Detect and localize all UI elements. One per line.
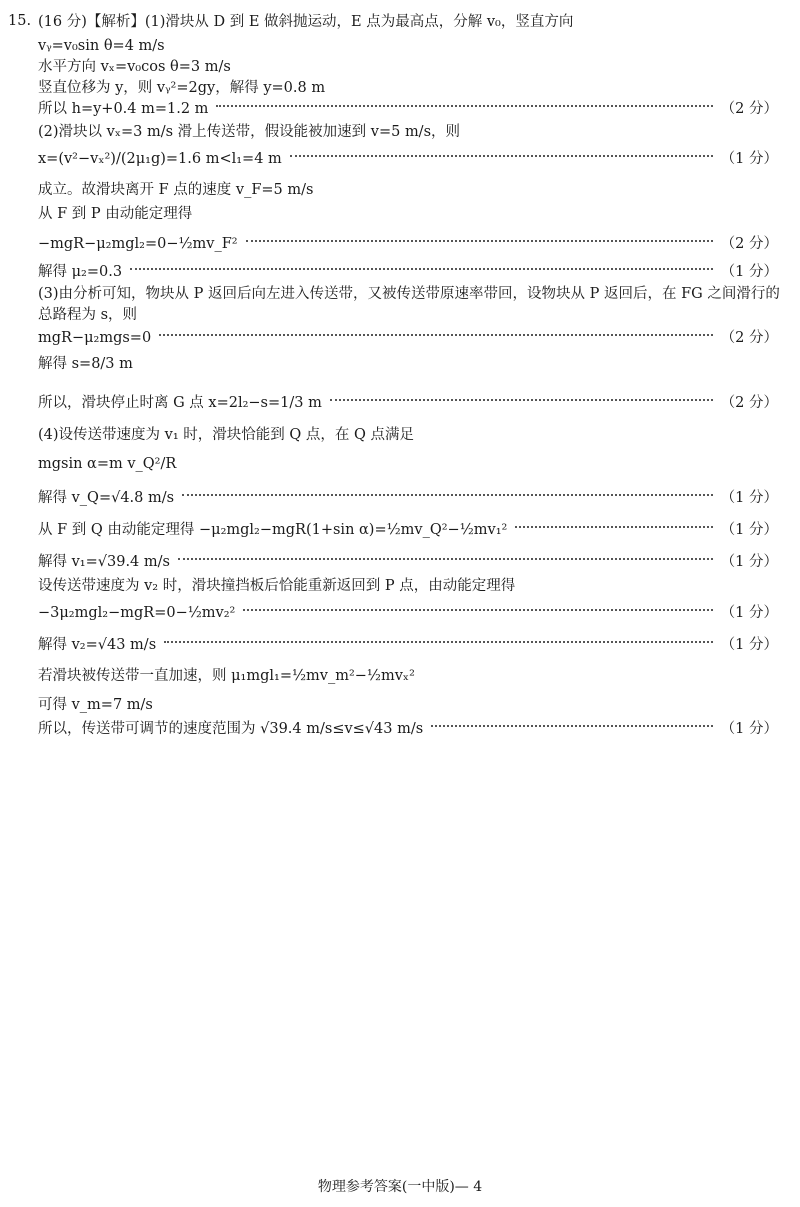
solution-line: [38, 426, 778, 444]
score-label: （1 分）: [720, 605, 778, 621]
line-text: −3μ₂mgl₂−mgR=0−½mv₂²: [38, 605, 236, 621]
line-text: 解得 v₂=√43 m/s: [38, 637, 157, 653]
line-text: x=(v²−vₓ²)/(2μ₁g)=1.6 m<l₁=4 m: [38, 151, 282, 167]
solution-line: [38, 181, 778, 199]
line-text: 若滑块被传送带一直加速，则 μ₁mgl₁=½mv_m²−½mvₓ²: [38, 668, 415, 684]
dot-leader: [178, 558, 713, 560]
dot-leader: [182, 494, 713, 496]
line-text: 所以，传送带可调节的速度范围为 √39.4 m/s≤v≤√43 m/s: [38, 721, 424, 737]
score-label: （1 分）: [720, 721, 778, 737]
line-text: 设传送带速度为 v₂ 时，滑块撞挡板后恰能重新返回到 P 点，由动能定理得: [38, 578, 516, 594]
line-text: 解得 μ₂=0.3: [38, 264, 123, 280]
dot-leader: [159, 334, 712, 336]
line-text: 所以 h=y+0.4 m=1.2 m: [38, 101, 209, 117]
line-text: 解得 v₁=√39.4 m/s: [38, 554, 170, 570]
dot-leader: [216, 105, 712, 107]
line-text: mgsin α=m v_Q²/R: [38, 456, 177, 472]
solution-line: [38, 58, 778, 76]
solution-line: [38, 150, 778, 168]
page-footer: 物理参考答案(一中版)— 4: [317, 1179, 483, 1195]
dot-leader: [431, 725, 712, 727]
solution-line: [38, 306, 778, 324]
dot-leader: [330, 399, 713, 401]
solution-line: [38, 37, 778, 55]
dot-leader: [164, 641, 713, 643]
line-text: 水平方向 vₓ=v₀cos θ=3 m/s: [38, 59, 231, 75]
score-label: （1 分）: [720, 522, 778, 538]
score-label: （2 分）: [720, 395, 778, 411]
line-text: mgR−μ₂mgs=0: [38, 330, 152, 346]
solution-line: [38, 667, 778, 685]
solution-line: [38, 329, 778, 347]
solution-line: [38, 79, 778, 97]
dot-leader: [243, 609, 712, 611]
solution-line: [38, 636, 778, 654]
line-text: (3)由分析可知，物块从 P 返回后向左进入传送带，又被传送带原速率带回，设物块从 P 返回后，在 FG 之间滑行的: [38, 286, 780, 302]
solution-line: [38, 355, 778, 373]
line-text: 总路程为 s，则: [38, 307, 138, 323]
solution-line: [38, 604, 778, 622]
score-label: （2 分）: [720, 236, 778, 252]
line-text: 解得 s=8/3 m: [38, 356, 133, 372]
dot-leader: [130, 268, 713, 270]
solution-line: [38, 577, 778, 595]
solution-line: [38, 123, 778, 141]
score-label: （1 分）: [720, 554, 778, 570]
solution-line: [38, 13, 778, 31]
line-text: vᵧ=v₀sin θ=4 m/s: [38, 38, 165, 54]
line-text: 从 F 到 P 由动能定理得: [38, 206, 193, 222]
dot-leader: [515, 526, 712, 528]
line-text: 所以，滑块停止时离 G 点 x=2l₂−s=1/3 m: [38, 395, 322, 411]
line-text: (4)设传送带速度为 v₁ 时，滑块恰能到 Q 点，在 Q 点满足: [38, 427, 414, 443]
dot-leader: [246, 240, 713, 242]
solution-line: [38, 455, 778, 473]
line-text: 从 F 到 Q 由动能定理得 −μ₂mgl₂−mgR(1+sin α)=½mv_Q²−½mv₁²: [38, 522, 508, 538]
score-label: （1 分）: [720, 490, 778, 506]
score-label: （2 分）: [720, 101, 778, 117]
solution-line: [38, 521, 778, 539]
line-text: −mgR−μ₂mgl₂=0−½mv_F²: [38, 236, 238, 252]
score-label: （2 分）: [720, 330, 778, 346]
question-number: 15.: [8, 13, 32, 29]
line-text: (16 分)【解析】(1)滑块从 D 到 E 做斜抛运动，E 点为最高点，分解 v₀，竖直方向: [38, 14, 574, 30]
score-label: （1 分）: [720, 264, 778, 280]
solution-line: [38, 263, 778, 281]
dot-leader: [290, 155, 713, 157]
score-label: （1 分）: [720, 637, 778, 653]
line-text: 解得 v_Q=√4.8 m/s: [38, 490, 175, 506]
solution-line: [38, 285, 778, 303]
solution-line: [38, 720, 778, 738]
solution-line: [38, 205, 778, 223]
line-text: 可得 v_m=7 m/s: [38, 697, 153, 713]
solution-line: [38, 553, 778, 571]
solution-line: [38, 235, 778, 253]
solution-line: [38, 489, 778, 507]
solution-line: [38, 100, 778, 118]
line-text: (2)滑块以 vₓ=3 m/s 滑上传送带，假设能被加速到 v=5 m/s，则: [38, 124, 461, 140]
solution-line: [38, 696, 778, 714]
solution-line: [38, 394, 778, 412]
line-text: 竖直位移为 y，则 vᵧ²=2gy，解得 y=0.8 m: [38, 80, 326, 96]
line-text: 成立。故滑块离开 F 点的速度 v_F=5 m/s: [38, 182, 314, 198]
score-label: （1 分）: [720, 151, 778, 167]
